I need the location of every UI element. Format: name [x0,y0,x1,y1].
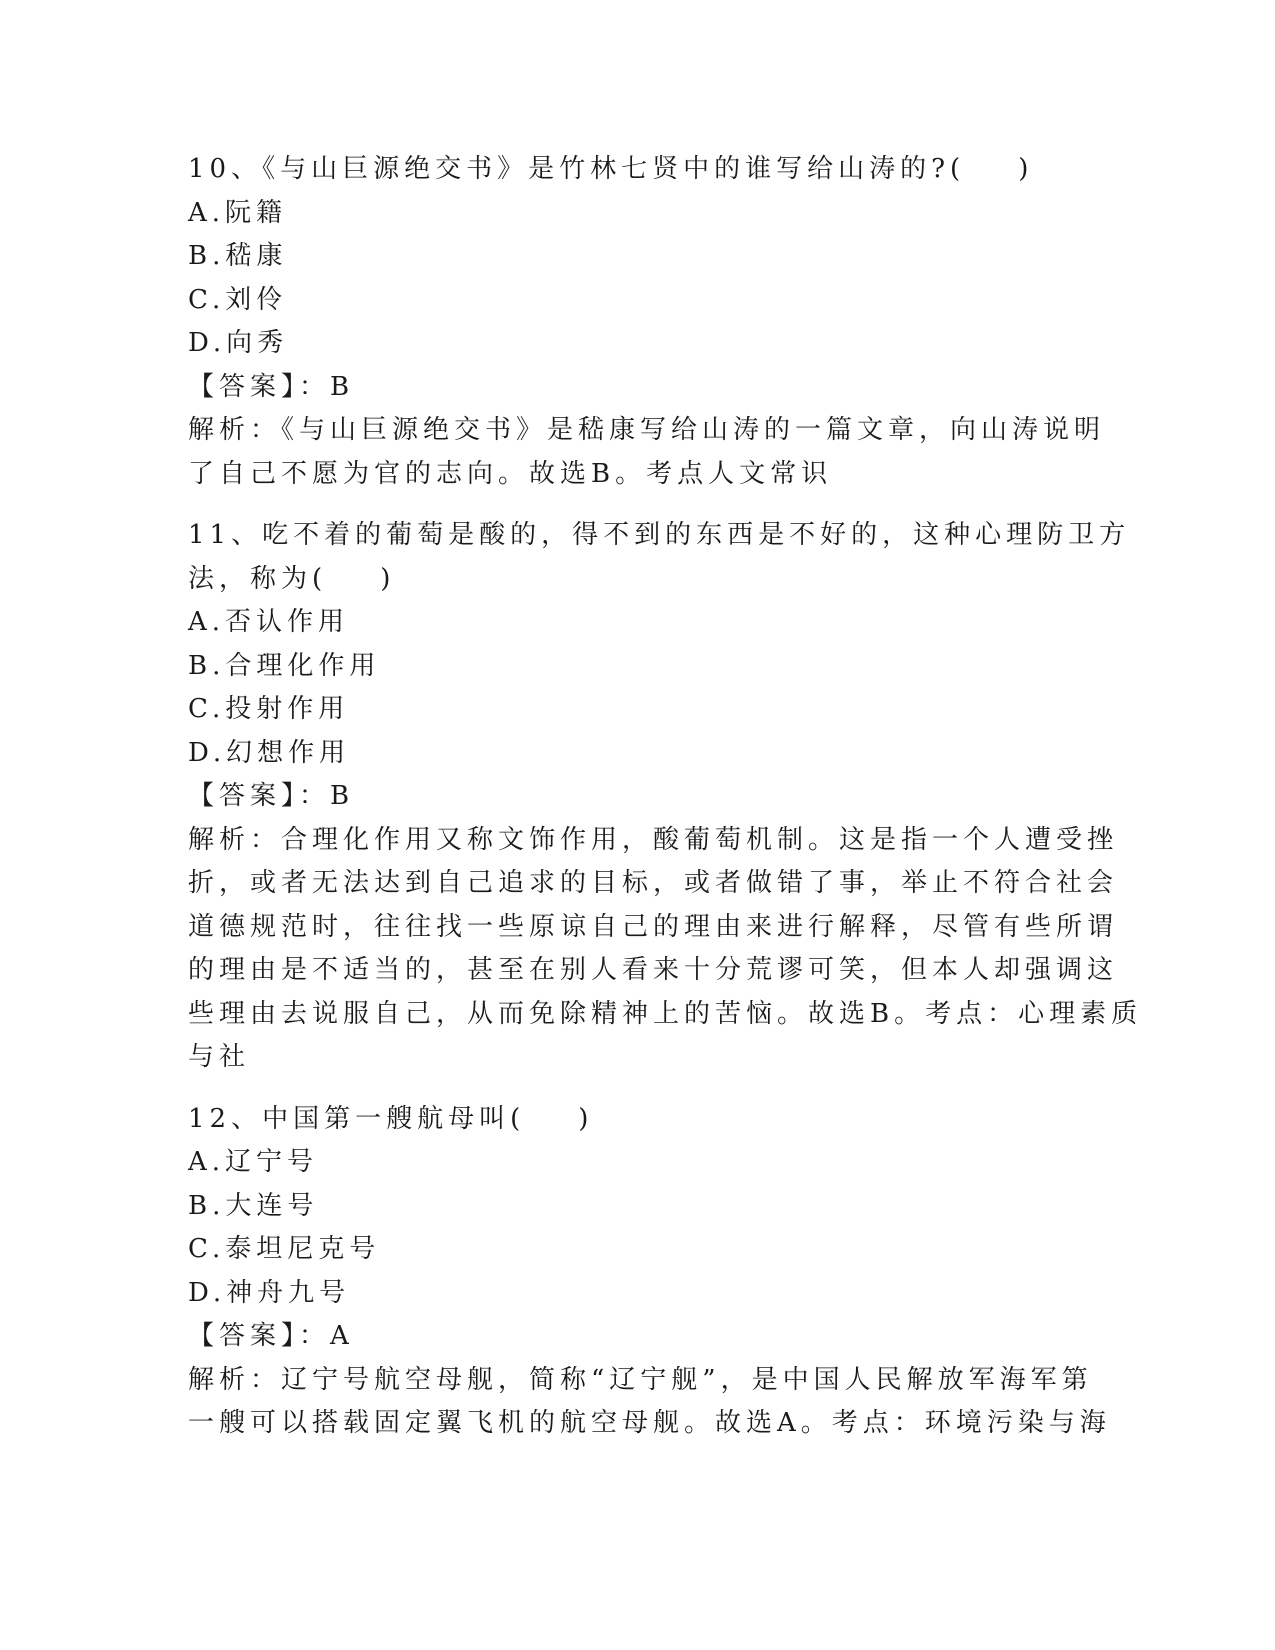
option-a: A.阮籍 [188,197,288,228]
option-d: D.幻想作用 [188,737,351,768]
question-10 [188,148,1106,496]
option-b: B.合理化作用 [188,650,381,681]
question-12 [188,1098,1111,1446]
option-c: C.泰坦尼克号 [188,1234,381,1264]
analysis-line: 道德规范时，往往找一些原谅自己的理由来进行解释，尽管有些所谓 [188,911,1119,942]
option-c: C.刘伶 [188,284,288,315]
question-11 [188,514,1143,1080]
analysis-line: 折，或者无法达到自己追求的目标，或者做错了事，举止不符合社会 [188,868,1119,898]
option-d: D.向秀 [188,328,289,358]
question-stem: 10、《与山巨源绝交书》是竹林七贤中的谁写给山涛的?( ) [188,154,1034,184]
option-d: D.神舟九号 [188,1277,351,1308]
question-stem: 法，称为( ) [188,563,396,594]
analysis-line: 与社 [188,1042,251,1072]
question-stem: 11、吃不着的葡萄是酸的，得不到的东西是不好的，这种心理防卫方 [188,520,1131,550]
option-c: C.投射作用 [188,694,350,724]
analysis-line: 的理由是不适当的，甚至在别人看来十分荒谬可笑，但本人却强调这 [188,955,1119,985]
document-page [188,148,1143,1446]
analysis-line: 了自己不愿为官的志向。故选B。考点人文常识 [188,458,833,489]
option-a: A.否认作用 [188,607,350,637]
analysis-line: 解析：辽宁号航空母舰，简称“辽宁舰”，是中国人民解放军海军第 [188,1364,1093,1395]
analysis-line: 些理由去说服自己，从而免除精神上的苦恼。故选B。考点：心理素质 [188,998,1143,1029]
analysis-line: 解析：《与山巨源绝交书》是嵇康写给山涛的一篇文章，向山涛说明 [188,415,1106,445]
question-stem: 12、中国第一艘航母叫( ) [188,1103,594,1134]
answer-line: 【答案】：B [188,781,355,811]
option-b: B.大连号 [188,1190,319,1221]
answer-line: 【答案】：B [188,371,355,402]
analysis-line: 一艘可以搭载固定翼飞机的航空母舰。故选A。考点：环境污染与海 [188,1408,1111,1438]
answer-line: 【答案】：A [188,1321,354,1351]
option-b: B.嵇康 [188,241,288,271]
analysis-line: 解析：合理化作用又称文饰作用，酸葡萄机制。这是指一个人遭受挫 [188,824,1119,855]
option-a: A.辽宁号 [188,1147,319,1177]
